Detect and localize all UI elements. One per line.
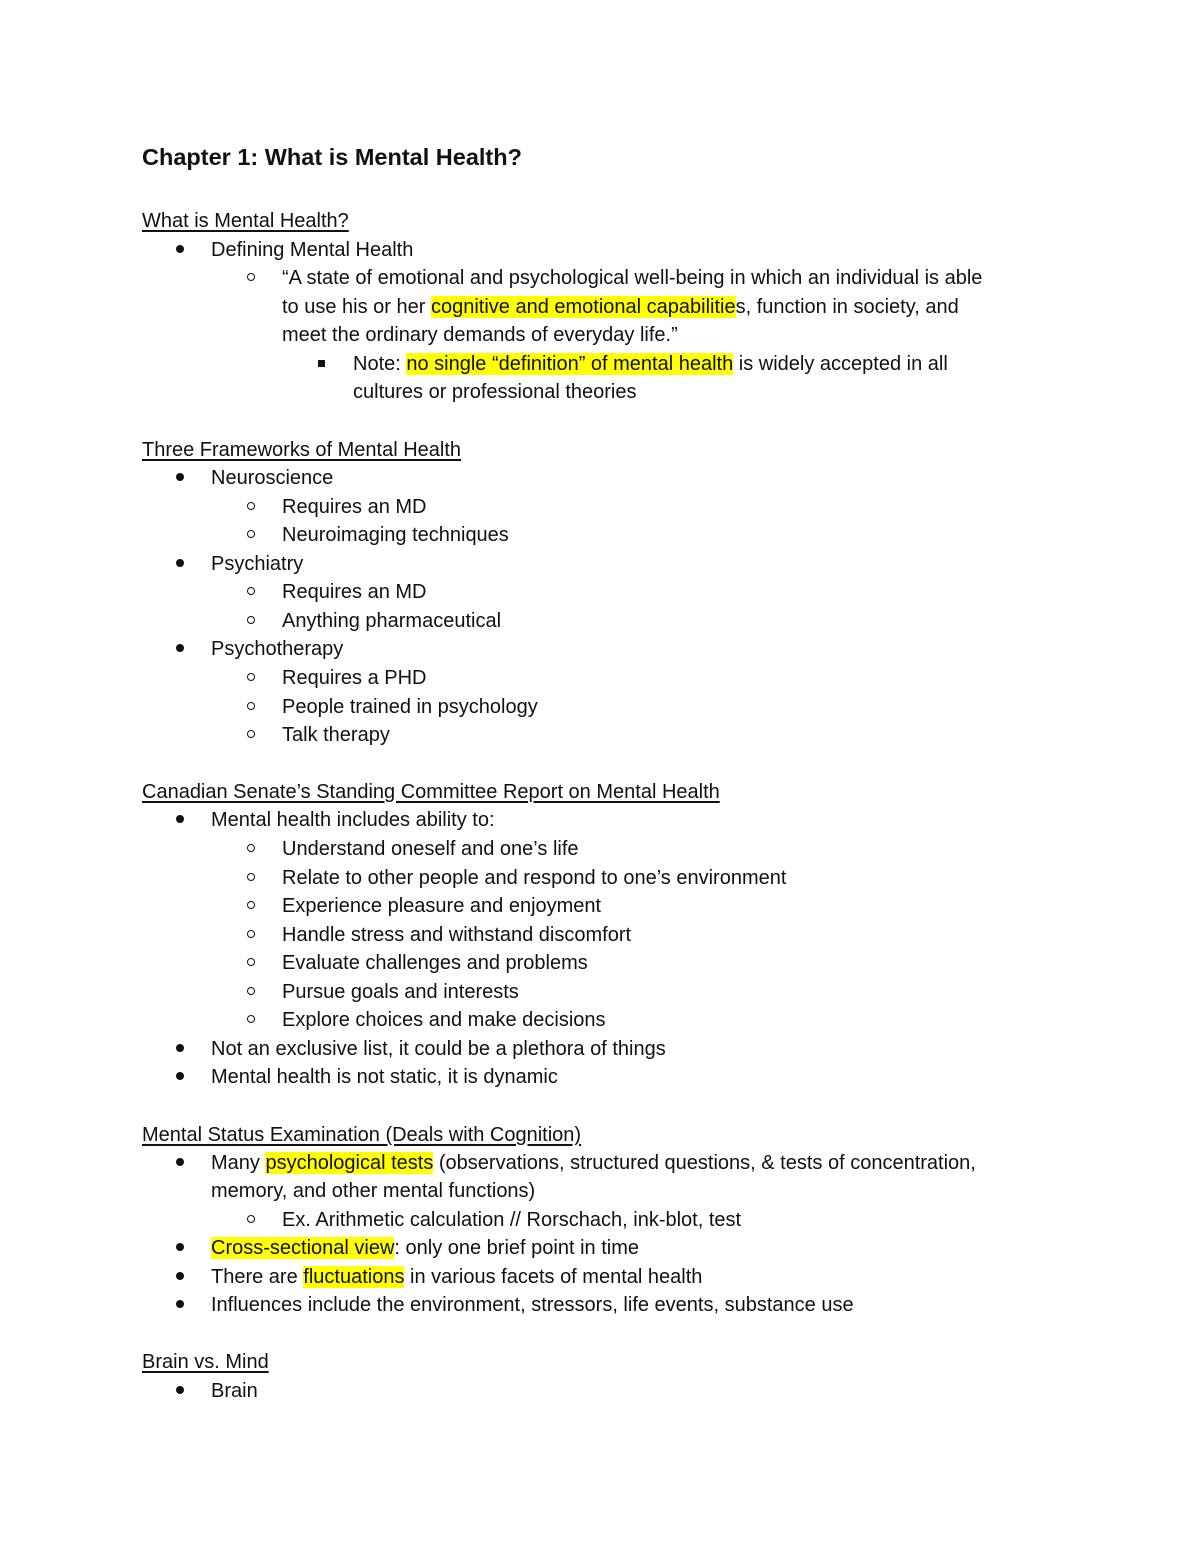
bullet-dot [176, 550, 184, 578]
list-item: Neuroscience [211, 467, 334, 489]
bullet-dot [176, 806, 184, 834]
bullet-circle [247, 835, 255, 863]
list-item: People trained in psychology [282, 696, 538, 718]
bullet-dot [176, 1035, 184, 1063]
bullet-circle [247, 664, 255, 692]
bullet-dot [176, 464, 184, 492]
list-item: Anything pharmaceutical [282, 610, 502, 632]
highlight: Cross-sectional view [211, 1237, 395, 1259]
section-heading-what-is-mental-health: What is Mental Health? [142, 210, 349, 232]
list-item-line-2: memory, and other mental functions) [211, 1180, 536, 1202]
list-item: Requires an MD [282, 496, 427, 518]
list-item: Pursue goals and interests [282, 981, 519, 1003]
section-heading-brain-vs-mind: Brain vs. Mind [142, 1351, 269, 1373]
list-item-line-1: Many psychological tests (observations, structured questions, & tests of concentration, [211, 1152, 976, 1174]
bullet-circle [247, 1206, 255, 1234]
list-item: Defining Mental Health [211, 239, 414, 261]
list-item: Neuroimaging techniques [282, 524, 509, 546]
section-heading-three-frameworks: Three Frameworks of Mental Health [142, 439, 462, 461]
bullet-dot [176, 1263, 184, 1291]
bullet-dot [176, 635, 184, 663]
list-item: Influences include the environment, stressors, life events, substance use [211, 1294, 854, 1316]
bullet-circle [247, 978, 255, 1006]
bullet-dot [176, 1291, 184, 1319]
bullet-circle [247, 578, 255, 606]
list-item-quote-line-2: to use his or her cognitive and emotional capabilities, function in society, and [282, 296, 959, 318]
list-item: Psychotherapy [211, 638, 344, 660]
list-item: Ex. Arithmetic calculation // Rorschach, ink-blot, test [282, 1209, 742, 1231]
bullet-circle [247, 693, 255, 721]
bullet-circle [247, 949, 255, 977]
bullet-square [318, 350, 325, 378]
list-item: Mental health is not static, it is dynamic [211, 1066, 558, 1088]
highlight: fluctuations [303, 1266, 405, 1288]
list-item: Cross-sectional view: only one brief point in time [211, 1237, 639, 1259]
list-item-note-line-1: Note: no single “definition” of mental health is widely accepted in all [353, 353, 948, 375]
list-item: There are fluctuations in various facets of mental health [211, 1266, 703, 1288]
highlight: psychological tests [265, 1152, 434, 1174]
bullet-circle [247, 521, 255, 549]
highlight: no single “definition” of mental health [406, 353, 734, 375]
bullet-circle [247, 264, 255, 292]
list-item: Handle stress and withstand discomfort [282, 924, 632, 946]
list-item: Explore choices and make decisions [282, 1009, 606, 1031]
list-item: Talk therapy [282, 724, 390, 746]
list-item: Understand oneself and one’s life [282, 838, 579, 860]
page-title: Chapter 1: What is Mental Health? [142, 144, 522, 170]
list-item-quote-line-1: “A state of emotional and psychological well-being in which an individual is able [282, 267, 983, 289]
list-item: Requires an MD [282, 581, 427, 603]
list-item: Requires a PHD [282, 667, 427, 689]
list-item: Experience pleasure and enjoyment [282, 895, 602, 917]
bullet-circle [247, 1006, 255, 1034]
section-heading-mental-status-exam: Mental Status Examination (Deals with Cognition) [142, 1124, 582, 1146]
list-item: Psychiatry [211, 553, 304, 575]
list-item-note-line-2: cultures or professional theories [353, 381, 637, 403]
list-item: Evaluate challenges and problems [282, 952, 588, 974]
bullet-dot [176, 1149, 184, 1177]
section-heading-senate-report: Canadian Senate’s Standing Committee Report on Mental Health [142, 781, 720, 803]
bullet-circle [247, 493, 255, 521]
bullet-circle [247, 864, 255, 892]
highlight: cognitive and emotional capabilitie [430, 296, 736, 318]
bullet-dot [176, 236, 184, 264]
bullet-circle [247, 892, 255, 920]
bullet-dot [176, 1063, 184, 1091]
bullet-circle [247, 721, 255, 749]
bullet-circle [247, 607, 255, 635]
list-item: Mental health includes ability to: [211, 809, 495, 831]
bullet-circle [247, 921, 255, 949]
list-item: Relate to other people and respond to one’s environment [282, 867, 787, 889]
list-item: Not an exclusive list, it could be a plethora of things [211, 1038, 666, 1060]
bullet-dot [176, 1234, 184, 1262]
bullet-dot [176, 1377, 184, 1405]
list-item: Brain [211, 1380, 258, 1402]
list-item-quote-line-3: meet the ordinary demands of everyday life.” [282, 324, 678, 346]
